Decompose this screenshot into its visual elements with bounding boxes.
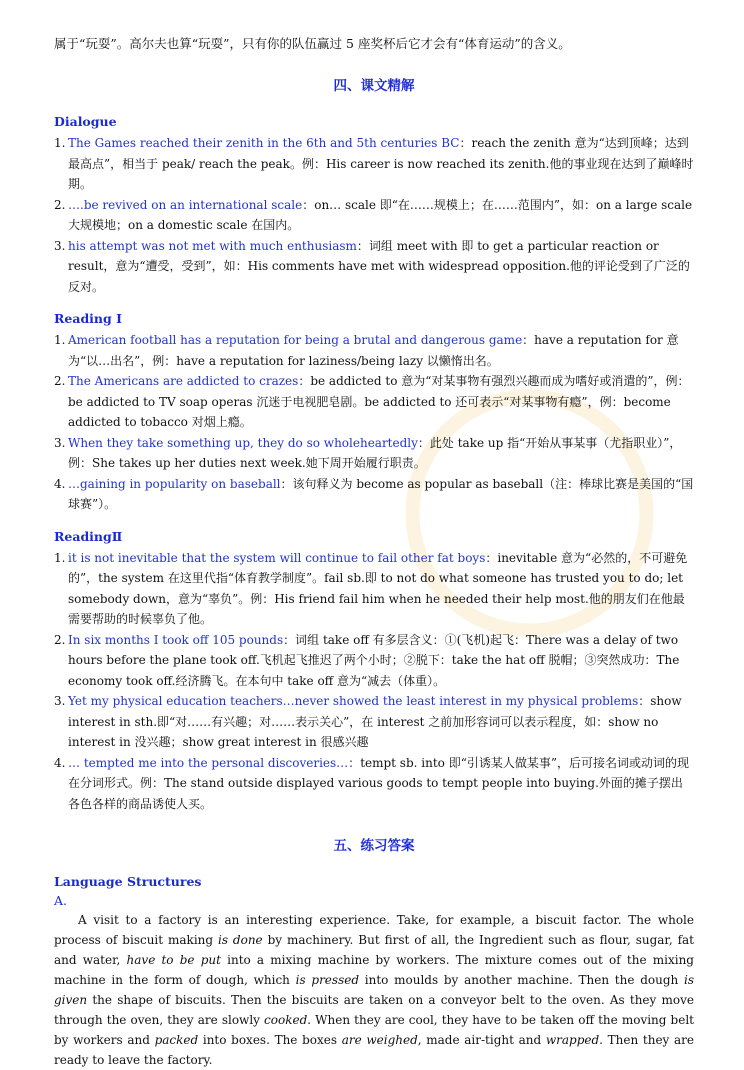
- italic-verb-phrase: cooked: [264, 1013, 308, 1027]
- list-item: 3. Yet my physical education teachers…never showed the least interest in my physical problems：show interest in sth.即“对……有兴趣；对……表示关心”，在 interest 之前加形容词可以表示程度，如：show no interest in 没兴趣；show great interest in 很感兴趣: [54, 694, 682, 749]
- highlight-phrase: American football has a reputation for being a brutal and dangerous game: [68, 333, 523, 347]
- italic-verb-phrase: is given: [54, 973, 694, 1007]
- text-run: by machinery. But first of all, the Ingredient such as flour, sugar, fat and water,: [54, 933, 695, 967]
- list-item: 4. …gaining in popularity on baseball：该句释义为 become as popular as baseball（注：棒球比赛是美国的“国球赛”）。: [54, 476, 694, 511]
- highlight-phrase: The Games reached their zenith in the 6th and 5th centuries BC: [68, 136, 460, 150]
- list-item: 3. his attempt was not met with much enthusiasm：词组 meet with 即 to get a particular reaction or result，意为“遭受，受到”，如：His comments have met with widespread opposition.他的评论受到了广泛的反对。: [54, 238, 690, 294]
- explanation: ：be addicted to 意为“对某事物有强烈兴趣而成为嗜好或消遣的”，例：be addicted to TV soap operas 沉迷于电视肥皂剧。be addicted to 还可表示“对某事物有瘾”，例：become addicted to tobacco 对烟上瘾。: [68, 374, 690, 429]
- explanation: ：该句释义为 become as popular as baseball（注：棒球比赛是美国的“国球赛”）。: [68, 476, 694, 511]
- reading1-list: [54, 330, 694, 515]
- text-run: into boxes. The boxes: [198, 1033, 342, 1047]
- italic-verb-phrase: are weighed: [341, 1033, 418, 1047]
- reading1-heading: Reading I: [54, 311, 122, 326]
- text-run: into moulds by another machine. Then the dough: [359, 973, 684, 987]
- list-item: 1. American football has a reputation for being a brutal and dangerous game：have a reputation for 意为“以…出名”，例：have a reputation for laziness/being lazy 以懒惰出名。: [54, 333, 679, 368]
- highlight-phrase: In six months I took off 105 pounds: [68, 632, 284, 647]
- section-title-exercise-answers: 五、练习答案: [333, 838, 415, 854]
- dialogue-heading: Dialogue: [54, 114, 117, 129]
- highlight-phrase: Yet my physical education teachers…never showed the least interest in my physical problems: [68, 694, 639, 708]
- language-structures-heading: Language Structures: [54, 874, 202, 889]
- explanation: ：tempt sb. into 即“引诱某人做某事”，后可接名词或动词的现在分词形式。例：The stand outside displayed various goods to tempt people into buying.外面的摊子摆出各色各样的商品诱使人买。: [68, 755, 689, 811]
- text-run: into a mixing machine by workers. The mixture comes out of the mixing machine in the form of dough, which: [54, 953, 694, 987]
- list-item: 1. The Games reached their zenith in the 6th and 5th centuries BC：reach the zenith 意为“达到顶峰；达到最高点”，相当于 peak/ reach the peak。例：His career is now reached its zenith.他的事业现在达到了巅峰时期。: [54, 136, 694, 191]
- explanation: ：此处 take up 指“开始从事某事（尤指职业）”，例：She takes up her duties next week.她下周开始履行职责。: [68, 435, 682, 470]
- intro-line: 属于“玩耍”。高尔夫也算“玩耍”，只有你的队伍赢过 5 座奖杯后它才会有“体育运动”的含义。: [54, 36, 571, 51]
- list-item: 2. ….be revived on an international scale：on… scale 即“在……规模上；在……范围内”，如：on a large scale 大规模地；on a domestic scale 在国内。: [54, 197, 693, 232]
- explanation: ：on… scale 即“在……规模上；在……范围内”，如：on a large scale 大规模地；on a domestic scale 在国内。: [68, 197, 693, 232]
- italic-verb-phrase: packed: [154, 1033, 199, 1047]
- explanation: ：show interest in sth.即“对……有兴趣；对……表示关心”，在 interest 之前加形容词可以表示程度，如：show no interest in 没兴趣；show great interest in 很感兴趣: [68, 694, 682, 749]
- reading2-heading: ReadingⅡ: [54, 528, 123, 544]
- explanation: ：inevitable 意为“必然的，不可避免的”，the system 在这里代指“体育教学制度”。fail sb.即 to not do what someone has trusted you to do; let somebody down，意为“辜负”。例：His friend fail him when he needed their help most.他的朋友们在他最需要帮助的时候辜负了他。: [68, 550, 688, 626]
- text-run: , made air-tight and: [417, 1033, 546, 1047]
- factory-paragraph: [54, 910, 694, 1070]
- list-item: 4. … tempted me into the personal discoveries…：tempt sb. into 即“引诱某人做某事”，后可接名词或动词的现在分词形式。例：The stand outside displayed various goods to tempt people into buying.外面的摊子摆出各色各样的商品诱使人买。: [54, 755, 689, 811]
- list-item: 2. The Americans are addicted to crazes：be addicted to 意为“对某事物有强烈兴趣而成为嗜好或消遣的”，例：be addicted to TV soap operas 沉迷于电视肥皂剧。be addicted to 还可表示“对某事物有瘾”，例：become addicted to tobacco 对烟上瘾。: [54, 374, 690, 429]
- text-run: . When they are cool, they have to be taken off the moving belt by workers and: [54, 1013, 695, 1047]
- explanation: ：词组 take off 有多层含义：①(飞机)起飞：There was a delay of two hours before the plane took off.飞机起飞推迟了两个小时；②脱下：take the hat off 脱帽；③突然成功：The economy took off.经济腾飞。在本句中 take off 意为“减去（体重）。: [68, 632, 680, 688]
- italic-verb-phrase: is pressed: [295, 973, 360, 987]
- explanation: ：have a reputation for 意为“以…出名”，例：have a reputation for laziness/being lazy 以懒惰出名。: [68, 333, 679, 368]
- italic-verb-phrase: wrapped: [545, 1033, 600, 1047]
- highlight-phrase: it is not inevitable that the system will continue to fail other fat boys: [68, 550, 486, 565]
- text-run: . Then they are ready to leave the factory.: [54, 1033, 694, 1067]
- list-item: 2. In six months I took off 105 pounds：词组 take off 有多层含义：①(飞机)起飞：There was a delay of two hours before the plane took off.飞机起飞推迟了两个小时；②脱下：take the hat off 脱帽；③突然成功：The economy took off.经济腾飞。在本句中 take off 意为“减去（体重）。: [54, 632, 680, 688]
- subsection-a-label: A.: [54, 893, 68, 908]
- list-item: 3. When they take something up, they do so wholeheartedly：此处 take up 指“开始从事某事（尤指职业）”，例：She takes up her duties next week.她下周开始履行职责。: [54, 435, 682, 470]
- italic-verb-phrase: have to be put: [126, 953, 221, 967]
- highlight-phrase: The Americans are addicted to crazes: [68, 374, 299, 388]
- highlight-phrase: …gaining in popularity on baseball: [68, 476, 281, 491]
- explanation: ：词组 meet with 即 to get a particular reaction or result，意为“遭受，受到”，如：His comments have met with widespread opposition.他的评论受到了广泛的反对。: [68, 238, 690, 294]
- highlight-phrase: his attempt was not met with much enthusiasm: [68, 238, 357, 253]
- reading2-list: [54, 548, 694, 815]
- list-item: 1. it is not inevitable that the system will continue to fail other fat boys：inevitable 意为“必然的，不可避免的”，the system 在这里代指“体育教学制度”。fail sb.即 to not do what someone has trusted you to do; let somebody down，意为“辜负”。例：His friend fail him when he needed their help most.他的朋友们在他最需要帮助的时候辜负了他。: [54, 550, 688, 626]
- text-run: the shape of biscuits. Then the biscuits are taken on a conveyor belt to the oven. As they move through the oven, they are slowly: [54, 993, 694, 1027]
- italic-verb-phrase: is done: [218, 933, 263, 947]
- highlight-phrase: ….be revived on an international scale: [68, 197, 303, 212]
- highlight-phrase: … tempted me into the personal discoveries…: [68, 755, 349, 770]
- explanation: ：reach the zenith 意为“达到顶峰；达到最高点”，相当于 peak/ reach the peak。例：His career is now reached its zenith.他的事业现在达到了巅峰时期。: [68, 136, 694, 191]
- highlight-phrase: When they take something up, they do so wholeheartedly: [68, 435, 418, 450]
- section-title-text-explanation: 四、课文精解: [333, 78, 415, 94]
- dialogue-list: [54, 133, 694, 297]
- text-run: A visit to a factory is an interesting experience. Take, for example, a biscuit factor. The whole process of biscuit making: [54, 913, 694, 947]
